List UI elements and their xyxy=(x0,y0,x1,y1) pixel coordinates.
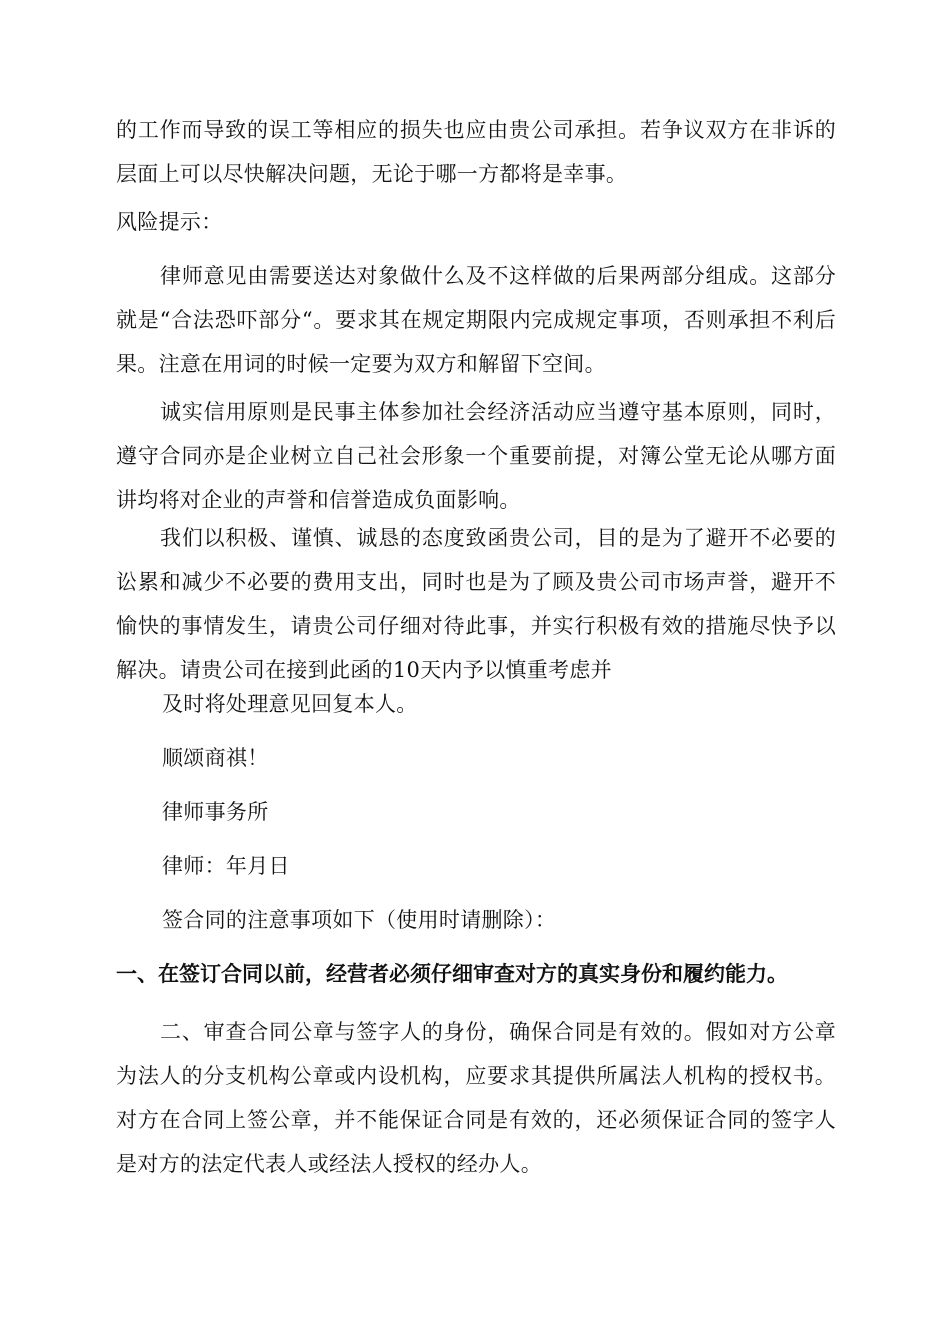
risk-notice-heading: 风险提示： xyxy=(116,210,223,234)
closing-greeting: 顺颂商祺！ xyxy=(162,746,269,770)
lawyer-date-line: 律师：年月日 xyxy=(162,854,290,878)
paragraph-good-faith: 诚实信用原则是民事主体参加社会经济活动应当遵守基本原则，同时，遵守合同亦是企业树立自己社会形象一个重要前提，对簿公堂无论从哪方面讲均将对企业的声誉和信誉造成负面影响。 xyxy=(116,400,836,512)
paragraph-reply: 及时将处理意见回复本人。 xyxy=(162,692,418,716)
paragraph-lawyer-opinion: 律师意见由需要送达对象做什么及不这样做的后果两部分组成。这部分就是“合法恐吓部分“。要求其在规定期限内完成规定事项，否则承担不利后果。注意在用词的时候一定要为双方和解留下空间。 xyxy=(116,264,836,376)
contract-note-item-2: 二、审查合同公章与签字人的身份，确保合同是有效的。假如对方公章为法人的分支机构公章或内设机构，应要求其提供所属法人机构的授权书。对方在合同上签公章，并不能保证合同是有效的，还必须保证合同的签字人是对方的法定代表人或经法人授权的经办人。 xyxy=(116,1020,836,1176)
paragraph-attitude: 我们以积极、谨慎、诚恳的态度致函贵公司，目的是为了避开不必要的讼累和减少不必要的费用支出，同时也是为了顾及贵公司市场声誉，避开不愉快的事情发生，请贵公司仔细对待此事，并实行积极有效的措施尽快予以解决。请贵公司在接到此函的10天内予以慎重考虑并 xyxy=(116,526,836,682)
contract-note-item-1: 一、在签订合同以前，经营者必须仔细审查对方的真实身份和履约能力。 xyxy=(116,962,788,986)
paragraph-loss-liability: 的工作而导致的误工等相应的损失也应由贵公司承担。若争议双方在非诉的层面上可以尽快解决问题，无论于哪一方都将是幸事。 xyxy=(116,118,836,186)
contract-notes-heading: 签合同的注意事项如下（使用时请删除）： xyxy=(162,908,557,932)
law-firm-signature: 律师事务所 xyxy=(162,800,269,824)
